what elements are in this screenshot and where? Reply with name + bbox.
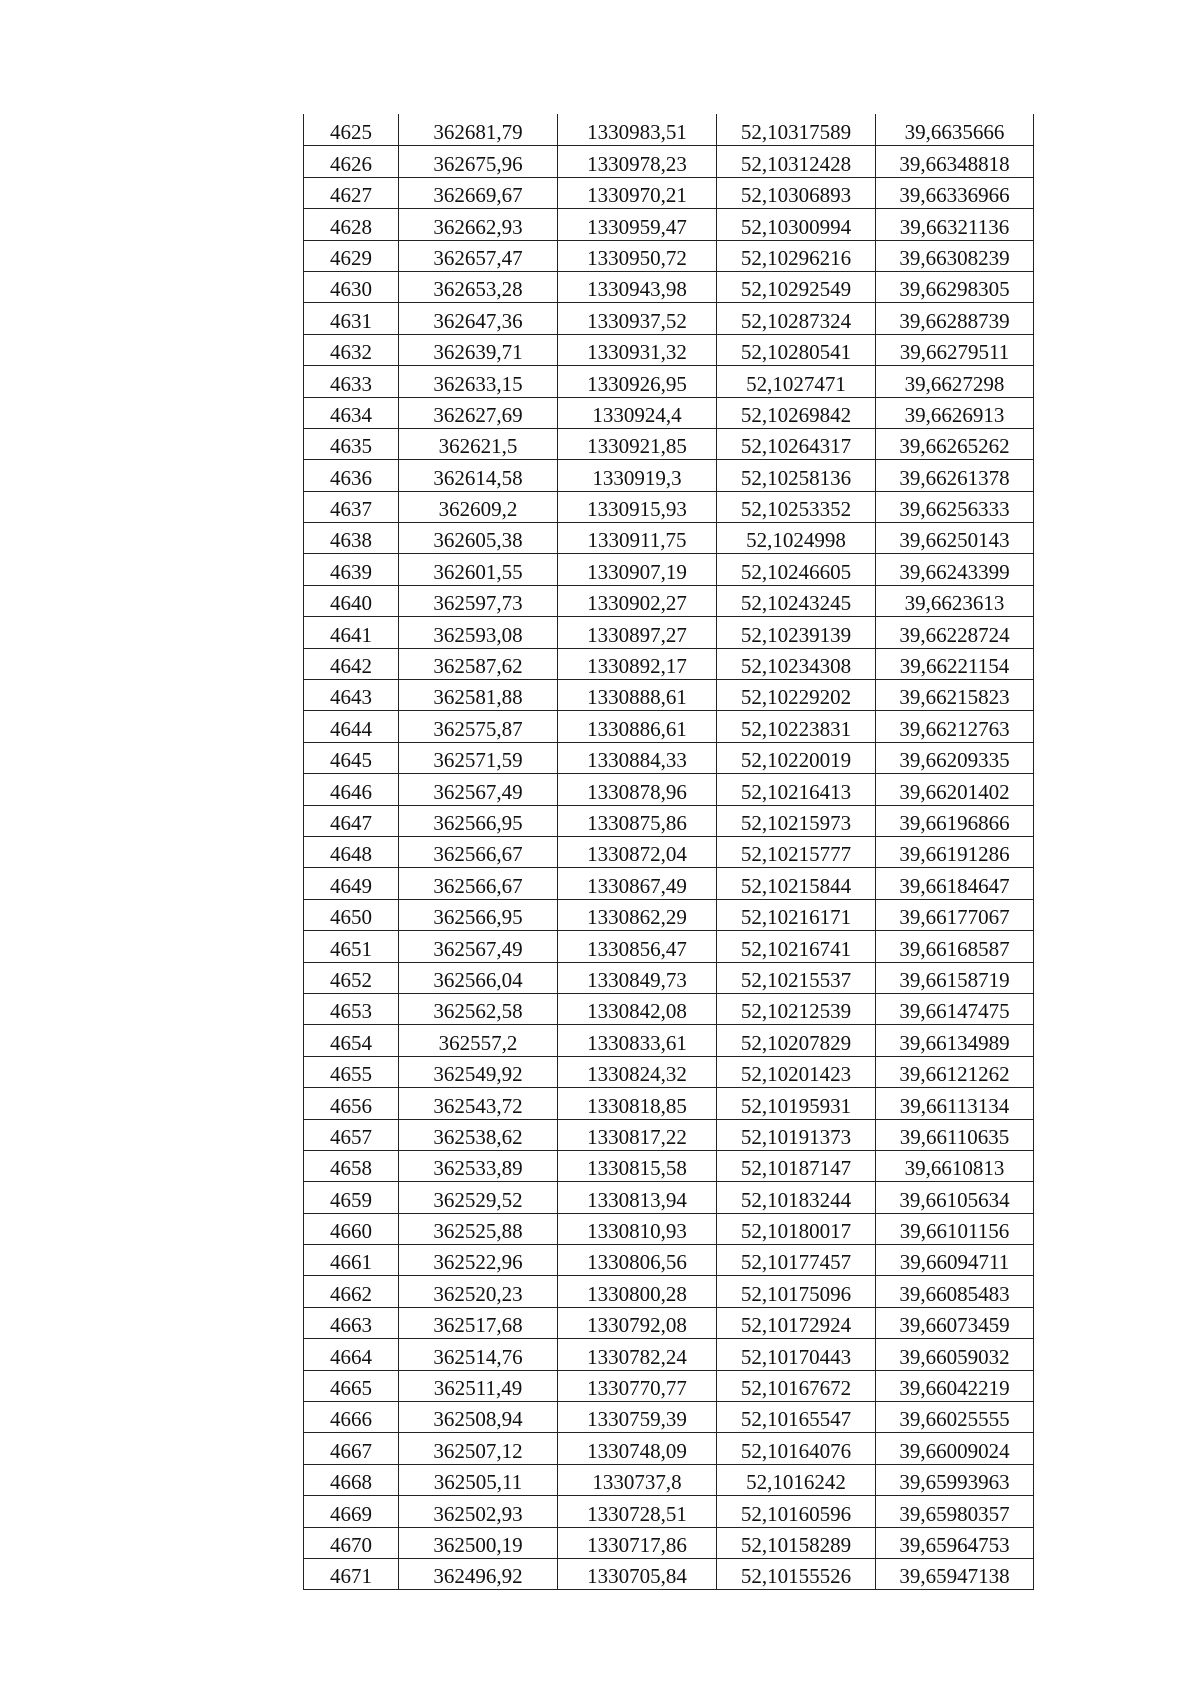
y-coordinate-cell: 1330897,27 (558, 617, 717, 648)
y-coordinate-cell: 1330748,09 (558, 1433, 717, 1464)
longitude-cell: 39,66288739 (876, 303, 1034, 334)
y-coordinate-cell: 1330824,32 (558, 1056, 717, 1087)
table-row (304, 397, 1034, 428)
table-row (304, 1150, 1034, 1181)
x-coordinate-cell: 362517,68 (399, 1307, 558, 1338)
latitude-cell: 52,10280541 (717, 334, 876, 365)
y-coordinate-cell: 1330810,93 (558, 1213, 717, 1244)
longitude-cell: 39,66336966 (876, 177, 1034, 208)
longitude-cell: 39,66228724 (876, 617, 1034, 648)
y-coordinate-cell: 1330886,61 (558, 711, 717, 742)
x-coordinate-cell: 362627,69 (399, 397, 558, 428)
y-coordinate-cell: 1330800,28 (558, 1276, 717, 1307)
point-number-cell: 4631 (304, 303, 399, 334)
latitude-cell: 52,10164076 (717, 1433, 876, 1464)
latitude-cell: 52,10215537 (717, 962, 876, 993)
table-row (304, 209, 1034, 240)
point-number-cell: 4628 (304, 209, 399, 240)
table-row (304, 711, 1034, 742)
table-row (304, 491, 1034, 522)
longitude-cell: 39,66158719 (876, 962, 1034, 993)
longitude-cell: 39,66121262 (876, 1056, 1034, 1087)
table-row (304, 585, 1034, 616)
point-number-cell: 4649 (304, 868, 399, 899)
table-row (304, 993, 1034, 1024)
x-coordinate-cell: 362566,04 (399, 962, 558, 993)
x-coordinate-cell: 362639,71 (399, 334, 558, 365)
point-number-cell: 4665 (304, 1370, 399, 1401)
latitude-cell: 52,10216741 (717, 931, 876, 962)
latitude-cell: 52,1016242 (717, 1464, 876, 1495)
point-number-cell: 4663 (304, 1307, 399, 1338)
y-coordinate-cell: 1330770,77 (558, 1370, 717, 1401)
longitude-cell: 39,66105634 (876, 1182, 1034, 1213)
x-coordinate-cell: 362621,5 (399, 428, 558, 459)
table-row (304, 805, 1034, 836)
y-coordinate-cell: 1330872,04 (558, 836, 717, 867)
latitude-cell: 52,10175096 (717, 1276, 876, 1307)
table-row (304, 1370, 1034, 1401)
point-number-cell: 4651 (304, 931, 399, 962)
longitude-cell: 39,66250143 (876, 523, 1034, 554)
x-coordinate-cell: 362566,95 (399, 899, 558, 930)
x-coordinate-cell: 362601,55 (399, 554, 558, 585)
point-number-cell: 4644 (304, 711, 399, 742)
longitude-cell: 39,6610813 (876, 1150, 1034, 1181)
y-coordinate-cell: 1330813,94 (558, 1182, 717, 1213)
latitude-cell: 52,1027471 (717, 366, 876, 397)
x-coordinate-cell: 362522,96 (399, 1245, 558, 1276)
x-coordinate-cell: 362549,92 (399, 1056, 558, 1087)
longitude-cell: 39,66025555 (876, 1402, 1034, 1433)
latitude-cell: 52,10292549 (717, 271, 876, 302)
table-row (304, 1339, 1034, 1370)
x-coordinate-cell: 362575,87 (399, 711, 558, 742)
latitude-cell: 52,10223831 (717, 711, 876, 742)
table-row (304, 1213, 1034, 1244)
x-coordinate-cell: 362669,67 (399, 177, 558, 208)
point-number-cell: 4668 (304, 1464, 399, 1495)
point-number-cell: 4646 (304, 774, 399, 805)
coordinate-table (303, 114, 1034, 1590)
latitude-cell: 52,10269842 (717, 397, 876, 428)
y-coordinate-cell: 1330875,86 (558, 805, 717, 836)
table-row (304, 1558, 1034, 1589)
table-row (304, 742, 1034, 773)
latitude-cell: 52,10172924 (717, 1307, 876, 1338)
y-coordinate-cell: 1330792,08 (558, 1307, 717, 1338)
latitude-cell: 52,10296216 (717, 240, 876, 271)
latitude-cell: 52,10155526 (717, 1558, 876, 1589)
y-coordinate-cell: 1330950,72 (558, 240, 717, 271)
x-coordinate-cell: 362511,49 (399, 1370, 558, 1401)
latitude-cell: 52,10215777 (717, 836, 876, 867)
point-number-cell: 4637 (304, 491, 399, 522)
y-coordinate-cell: 1330806,56 (558, 1245, 717, 1276)
point-number-cell: 4657 (304, 1119, 399, 1150)
table-row (304, 554, 1034, 585)
table-row (304, 146, 1034, 177)
x-coordinate-cell: 362614,58 (399, 460, 558, 491)
latitude-cell: 52,10215844 (717, 868, 876, 899)
point-number-cell: 4655 (304, 1056, 399, 1087)
longitude-cell: 39,66261378 (876, 460, 1034, 491)
point-number-cell: 4645 (304, 742, 399, 773)
table-row (304, 460, 1034, 491)
longitude-cell: 39,66101156 (876, 1213, 1034, 1244)
longitude-cell: 39,65964753 (876, 1527, 1034, 1558)
y-coordinate-cell: 1330818,85 (558, 1088, 717, 1119)
longitude-cell: 39,66085483 (876, 1276, 1034, 1307)
longitude-cell: 39,66110635 (876, 1119, 1034, 1150)
table-row (304, 1402, 1034, 1433)
point-number-cell: 4647 (304, 805, 399, 836)
longitude-cell: 39,66321136 (876, 209, 1034, 240)
point-number-cell: 4635 (304, 428, 399, 459)
longitude-cell: 39,66191286 (876, 836, 1034, 867)
point-number-cell: 4643 (304, 680, 399, 711)
longitude-cell: 39,66134989 (876, 1025, 1034, 1056)
point-number-cell: 4625 (304, 115, 399, 146)
y-coordinate-cell: 1330915,93 (558, 491, 717, 522)
point-number-cell: 4632 (304, 334, 399, 365)
latitude-cell: 52,10258136 (717, 460, 876, 491)
latitude-cell: 52,10201423 (717, 1056, 876, 1087)
x-coordinate-cell: 362593,08 (399, 617, 558, 648)
longitude-cell: 39,66298305 (876, 271, 1034, 302)
y-coordinate-cell: 1330728,51 (558, 1496, 717, 1527)
y-coordinate-cell: 1330833,61 (558, 1025, 717, 1056)
longitude-cell: 39,66215823 (876, 680, 1034, 711)
longitude-cell: 39,66212763 (876, 711, 1034, 742)
latitude-cell: 52,10160596 (717, 1496, 876, 1527)
x-coordinate-cell: 362605,38 (399, 523, 558, 554)
x-coordinate-cell: 362567,49 (399, 931, 558, 962)
table-row (304, 1088, 1034, 1119)
x-coordinate-cell: 362571,59 (399, 742, 558, 773)
y-coordinate-cell: 1330849,73 (558, 962, 717, 993)
point-number-cell: 4670 (304, 1527, 399, 1558)
point-number-cell: 4640 (304, 585, 399, 616)
x-coordinate-cell: 362662,93 (399, 209, 558, 240)
latitude-cell: 52,10216413 (717, 774, 876, 805)
point-number-cell: 4664 (304, 1339, 399, 1370)
table-row (304, 1025, 1034, 1056)
latitude-cell: 52,10312428 (717, 146, 876, 177)
point-number-cell: 4666 (304, 1402, 399, 1433)
longitude-cell: 39,66147475 (876, 993, 1034, 1024)
y-coordinate-cell: 1330705,84 (558, 1558, 717, 1589)
latitude-cell: 52,10220019 (717, 742, 876, 773)
point-number-cell: 4639 (304, 554, 399, 585)
longitude-cell: 39,65993963 (876, 1464, 1034, 1495)
point-number-cell: 4669 (304, 1496, 399, 1527)
coordinate-table-body (304, 115, 1034, 1590)
point-number-cell: 4638 (304, 523, 399, 554)
point-number-cell: 4648 (304, 836, 399, 867)
latitude-cell: 52,10180017 (717, 1213, 876, 1244)
table-row (304, 774, 1034, 805)
latitude-cell: 52,1024998 (717, 523, 876, 554)
longitude-cell: 39,66094711 (876, 1245, 1034, 1276)
latitude-cell: 52,10216171 (717, 899, 876, 930)
latitude-cell: 52,10170443 (717, 1339, 876, 1370)
table-row (304, 680, 1034, 711)
point-number-cell: 4633 (304, 366, 399, 397)
y-coordinate-cell: 1330919,3 (558, 460, 717, 491)
latitude-cell: 52,10234308 (717, 648, 876, 679)
longitude-cell: 39,66196866 (876, 805, 1034, 836)
x-coordinate-cell: 362587,62 (399, 648, 558, 679)
x-coordinate-cell: 362538,62 (399, 1119, 558, 1150)
longitude-cell: 39,66221154 (876, 648, 1034, 679)
y-coordinate-cell: 1330815,58 (558, 1150, 717, 1181)
x-coordinate-cell: 362520,23 (399, 1276, 558, 1307)
x-coordinate-cell: 362533,89 (399, 1150, 558, 1181)
x-coordinate-cell: 362681,79 (399, 115, 558, 146)
point-number-cell: 4652 (304, 962, 399, 993)
table-row (304, 962, 1034, 993)
y-coordinate-cell: 1330921,85 (558, 428, 717, 459)
table-row (304, 1056, 1034, 1087)
x-coordinate-cell: 362566,67 (399, 868, 558, 899)
point-number-cell: 4630 (304, 271, 399, 302)
x-coordinate-cell: 362657,47 (399, 240, 558, 271)
y-coordinate-cell: 1330978,23 (558, 146, 717, 177)
latitude-cell: 52,10215973 (717, 805, 876, 836)
table-row (304, 617, 1034, 648)
x-coordinate-cell: 362508,94 (399, 1402, 558, 1433)
x-coordinate-cell: 362525,88 (399, 1213, 558, 1244)
y-coordinate-cell: 1330959,47 (558, 209, 717, 240)
point-number-cell: 4661 (304, 1245, 399, 1276)
y-coordinate-cell: 1330970,21 (558, 177, 717, 208)
table-row (304, 868, 1034, 899)
point-number-cell: 4627 (304, 177, 399, 208)
table-row (304, 899, 1034, 930)
y-coordinate-cell: 1330842,08 (558, 993, 717, 1024)
longitude-cell: 39,65980357 (876, 1496, 1034, 1527)
table-row (304, 1119, 1034, 1150)
point-number-cell: 4658 (304, 1150, 399, 1181)
x-coordinate-cell: 362581,88 (399, 680, 558, 711)
point-number-cell: 4662 (304, 1276, 399, 1307)
longitude-cell: 39,66073459 (876, 1307, 1034, 1338)
latitude-cell: 52,10183244 (717, 1182, 876, 1213)
latitude-cell: 52,10306893 (717, 177, 876, 208)
longitude-cell: 39,66113134 (876, 1088, 1034, 1119)
latitude-cell: 52,10264317 (717, 428, 876, 459)
longitude-cell: 39,6626913 (876, 397, 1034, 428)
latitude-cell: 52,10207829 (717, 1025, 876, 1056)
latitude-cell: 52,10195931 (717, 1088, 876, 1119)
longitude-cell: 39,66168587 (876, 931, 1034, 962)
latitude-cell: 52,10229202 (717, 680, 876, 711)
latitude-cell: 52,10187147 (717, 1150, 876, 1181)
table-row (304, 334, 1034, 365)
point-number-cell: 4667 (304, 1433, 399, 1464)
longitude-cell: 39,6627298 (876, 366, 1034, 397)
point-number-cell: 4650 (304, 899, 399, 930)
x-coordinate-cell: 362647,36 (399, 303, 558, 334)
point-number-cell: 4656 (304, 1088, 399, 1119)
y-coordinate-cell: 1330924,4 (558, 397, 717, 428)
longitude-cell: 39,66348818 (876, 146, 1034, 177)
point-number-cell: 4626 (304, 146, 399, 177)
y-coordinate-cell: 1330907,19 (558, 554, 717, 585)
longitude-cell: 39,66059032 (876, 1339, 1034, 1370)
table-row (304, 366, 1034, 397)
point-number-cell: 4659 (304, 1182, 399, 1213)
table-row (304, 648, 1034, 679)
point-number-cell: 4634 (304, 397, 399, 428)
y-coordinate-cell: 1330717,86 (558, 1527, 717, 1558)
x-coordinate-cell: 362507,12 (399, 1433, 558, 1464)
latitude-cell: 52,10158289 (717, 1527, 876, 1558)
table-row (304, 836, 1034, 867)
latitude-cell: 52,10246605 (717, 554, 876, 585)
y-coordinate-cell: 1330892,17 (558, 648, 717, 679)
table-row (304, 931, 1034, 962)
table-row (304, 428, 1034, 459)
y-coordinate-cell: 1330856,47 (558, 931, 717, 962)
y-coordinate-cell: 1330884,33 (558, 742, 717, 773)
table-row (304, 240, 1034, 271)
x-coordinate-cell: 362653,28 (399, 271, 558, 302)
point-number-cell: 4629 (304, 240, 399, 271)
x-coordinate-cell: 362557,2 (399, 1025, 558, 1056)
table-row (304, 1307, 1034, 1338)
longitude-cell: 39,66209335 (876, 742, 1034, 773)
point-number-cell: 4660 (304, 1213, 399, 1244)
latitude-cell: 52,10212539 (717, 993, 876, 1024)
x-coordinate-cell: 362562,58 (399, 993, 558, 1024)
table-row (304, 1527, 1034, 1558)
table-row (304, 1433, 1034, 1464)
latitude-cell: 52,10243245 (717, 585, 876, 616)
x-coordinate-cell: 362505,11 (399, 1464, 558, 1495)
table-row (304, 1182, 1034, 1213)
y-coordinate-cell: 1330937,52 (558, 303, 717, 334)
y-coordinate-cell: 1330737,8 (558, 1464, 717, 1495)
y-coordinate-cell: 1330782,24 (558, 1339, 717, 1370)
y-coordinate-cell: 1330911,75 (558, 523, 717, 554)
longitude-cell: 39,66201402 (876, 774, 1034, 805)
point-number-cell: 4671 (304, 1558, 399, 1589)
point-number-cell: 4653 (304, 993, 399, 1024)
table-row (304, 271, 1034, 302)
x-coordinate-cell: 362566,95 (399, 805, 558, 836)
x-coordinate-cell: 362566,67 (399, 836, 558, 867)
point-number-cell: 4654 (304, 1025, 399, 1056)
latitude-cell: 52,10300994 (717, 209, 876, 240)
y-coordinate-cell: 1330867,49 (558, 868, 717, 899)
x-coordinate-cell: 362609,2 (399, 491, 558, 522)
latitude-cell: 52,10167672 (717, 1370, 876, 1401)
latitude-cell: 52,10253352 (717, 491, 876, 522)
table-row (304, 1464, 1034, 1495)
x-coordinate-cell: 362502,93 (399, 1496, 558, 1527)
latitude-cell: 52,10239139 (717, 617, 876, 648)
y-coordinate-cell: 1330759,39 (558, 1402, 717, 1433)
longitude-cell: 39,66177067 (876, 899, 1034, 930)
longitude-cell: 39,66279511 (876, 334, 1034, 365)
longitude-cell: 39,65947138 (876, 1558, 1034, 1589)
latitude-cell: 52,10177457 (717, 1245, 876, 1276)
y-coordinate-cell: 1330817,22 (558, 1119, 717, 1150)
y-coordinate-cell: 1330888,61 (558, 680, 717, 711)
longitude-cell: 39,6623613 (876, 585, 1034, 616)
latitude-cell: 52,10287324 (717, 303, 876, 334)
x-coordinate-cell: 362500,19 (399, 1527, 558, 1558)
table-row (304, 303, 1034, 334)
latitude-cell: 52,10165547 (717, 1402, 876, 1433)
y-coordinate-cell: 1330943,98 (558, 271, 717, 302)
table-row (304, 523, 1034, 554)
y-coordinate-cell: 1330878,96 (558, 774, 717, 805)
longitude-cell: 39,66009024 (876, 1433, 1034, 1464)
x-coordinate-cell: 362529,52 (399, 1182, 558, 1213)
table-row (304, 1496, 1034, 1527)
longitude-cell: 39,66265262 (876, 428, 1034, 459)
latitude-cell: 52,10317589 (717, 115, 876, 146)
longitude-cell: 39,66308239 (876, 240, 1034, 271)
x-coordinate-cell: 362633,15 (399, 366, 558, 397)
latitude-cell: 52,10191373 (717, 1119, 876, 1150)
table-row (304, 115, 1034, 146)
longitude-cell: 39,6635666 (876, 115, 1034, 146)
x-coordinate-cell: 362675,96 (399, 146, 558, 177)
point-number-cell: 4636 (304, 460, 399, 491)
x-coordinate-cell: 362567,49 (399, 774, 558, 805)
y-coordinate-cell: 1330983,51 (558, 115, 717, 146)
point-number-cell: 4642 (304, 648, 399, 679)
y-coordinate-cell: 1330862,29 (558, 899, 717, 930)
x-coordinate-cell: 362597,73 (399, 585, 558, 616)
x-coordinate-cell: 362496,92 (399, 1558, 558, 1589)
longitude-cell: 39,66256333 (876, 491, 1034, 522)
y-coordinate-cell: 1330926,95 (558, 366, 717, 397)
longitude-cell: 39,66184647 (876, 868, 1034, 899)
table-row (304, 1276, 1034, 1307)
longitude-cell: 39,66243399 (876, 554, 1034, 585)
longitude-cell: 39,66042219 (876, 1370, 1034, 1401)
table-row (304, 1245, 1034, 1276)
x-coordinate-cell: 362543,72 (399, 1088, 558, 1119)
table-row (304, 177, 1034, 208)
y-coordinate-cell: 1330931,32 (558, 334, 717, 365)
point-number-cell: 4641 (304, 617, 399, 648)
y-coordinate-cell: 1330902,27 (558, 585, 717, 616)
x-coordinate-cell: 362514,76 (399, 1339, 558, 1370)
